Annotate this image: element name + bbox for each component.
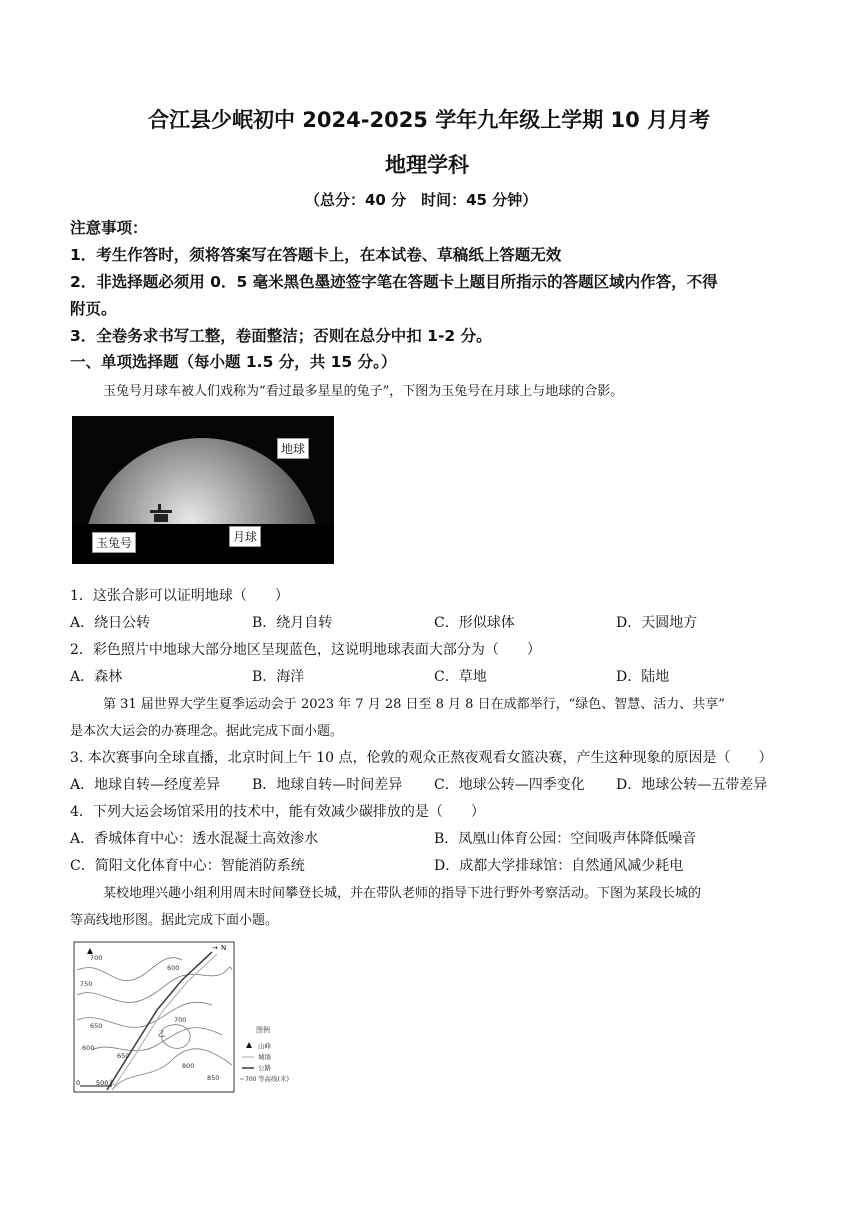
legend-item: 等高线(米): [258, 1075, 290, 1083]
contour-map-svg: [72, 940, 312, 1098]
intro-universiade-line1: 第 31 届世界大学生夏季运动会于 2023 年 7 月 28 日至 8 月 8 日在成都举行，“绿色、智慧、活力、共享”: [103, 697, 725, 712]
contour-label: 800: [182, 1062, 195, 1070]
scale-label: 500米: [96, 1079, 115, 1087]
intro-rover: 玉兔号月球车被人们戏称为“看过最多星星的兔子”，下图为玉兔号在月球上与地球的合影。: [103, 384, 624, 399]
contour-label: 700: [174, 1016, 187, 1024]
contour-label: 600: [82, 1044, 95, 1052]
contour-label: 750: [80, 980, 93, 988]
legend-item: 公路: [258, 1064, 271, 1072]
q3-option-c[interactable]: C．地球公转—四季变化: [434, 777, 585, 793]
legend-title: 图例: [256, 1026, 270, 1034]
q4-stem: 4．下列大运会场馆采用的技术中，能有效减少碳排放的是（ ）: [70, 804, 485, 820]
scale-zero: 0: [76, 1079, 81, 1087]
label-rover: 玉兔号: [92, 532, 136, 553]
north-label: N: [221, 944, 227, 952]
contour-label: 600: [167, 964, 180, 972]
contour-label: 700: [90, 954, 103, 962]
contour-label: 650: [90, 1022, 103, 1030]
notice-item-3: 3．全卷务求书写工整，卷面整洁；否则在总分中扣 1-2 分。: [70, 327, 492, 345]
q1-option-b[interactable]: B．绕月自转: [252, 615, 333, 631]
q3-option-b[interactable]: B．地球自转—时间差异: [252, 777, 403, 793]
subject-title: 地理学科: [385, 153, 469, 177]
exam-title: 合江县少岷初中 2024-2025 学年九年级上学期 10 月月考: [148, 108, 711, 132]
q2-option-c[interactable]: C．草地: [434, 669, 487, 685]
section-heading: 一、单项选择题（每小题 1.5 分，共 15 分。）: [70, 353, 397, 371]
notice-item-1: 1．考生作答时，须将答案写在答题卡上，在本试卷、草稿纸上答题无效: [70, 246, 562, 264]
q1-option-d[interactable]: D．天圆地方: [616, 615, 698, 631]
q3-option-a[interactable]: A．地球自转—经度差异: [70, 777, 221, 793]
contour-label: 650: [117, 1052, 130, 1060]
legend-item: 城墙: [258, 1053, 271, 1061]
legend-contour-value: 700: [245, 1076, 257, 1083]
notice-heading: 注意事项：: [70, 219, 148, 237]
q1-option-c[interactable]: C．形似球体: [434, 615, 515, 631]
q3-option-d[interactable]: D．地球公转—五带差异: [616, 777, 768, 793]
q4-option-a[interactable]: A．香城体育中心：透水混凝土高效渗水: [70, 831, 319, 847]
label-moon: 月球: [229, 526, 261, 547]
notice-item-2: 2．非选择题必须用 0．5 毫米黑色墨迹签字笔在答题卡上题目所指示的答题区域内作答，不得: [70, 273, 718, 291]
north-arrow-icon: →: [212, 944, 218, 952]
q2-option-a[interactable]: A．森林: [70, 669, 123, 685]
contour-map: [72, 940, 312, 1098]
intro-greatwall-line2: 等高线地形图。据此完成下面小题。: [70, 913, 279, 928]
point-label: 乙: [158, 1030, 165, 1038]
q1-option-a[interactable]: A．绕日公转: [70, 615, 151, 631]
earth-moon-photo: [72, 416, 334, 564]
intro-greatwall-line1: 某校地理兴趣小组利用周末时间攀登长城，并在带队老师的指导下进行野外考察活动。下图为某段长城的: [103, 886, 702, 901]
q2-option-b[interactable]: B．海洋: [252, 669, 305, 685]
q2-stem: 2．彩色照片中地球大部分地区呈现蓝色，这说明地球表面大部分为（ ）: [70, 642, 541, 658]
q4-option-c[interactable]: C．简阳文化体育中心：智能消防系统: [70, 858, 305, 874]
exam-meta: （总分：40 分 时间：45 分钟）: [305, 191, 538, 209]
legend-item: 山峰: [258, 1042, 271, 1050]
notice-item-2-cont: 附页。: [70, 300, 117, 318]
q4-option-d[interactable]: D．成都大学排球馆：自然通风减少耗电: [434, 858, 684, 874]
contour-label: 850: [207, 1074, 220, 1082]
label-earth: 地球: [277, 438, 309, 459]
intro-universiade-line2: 是本次大运会的办赛理念。据此完成下面小题。: [70, 724, 344, 739]
q2-option-d[interactable]: D．陆地: [616, 669, 670, 685]
q4-option-b[interactable]: B．凤凰山体育公园：空间吸声体降低噪音: [434, 831, 697, 847]
legend-peak-icon: [246, 1042, 252, 1048]
q1-stem: 1．这张合影可以证明地球（ ）: [70, 588, 289, 604]
q3-stem: 3. 本次赛事向全球直播，北京时间上午 10 点，伦敦的观众正熬夜观看女篮决赛，产生这种现象的原因是（ ）: [70, 750, 773, 766]
